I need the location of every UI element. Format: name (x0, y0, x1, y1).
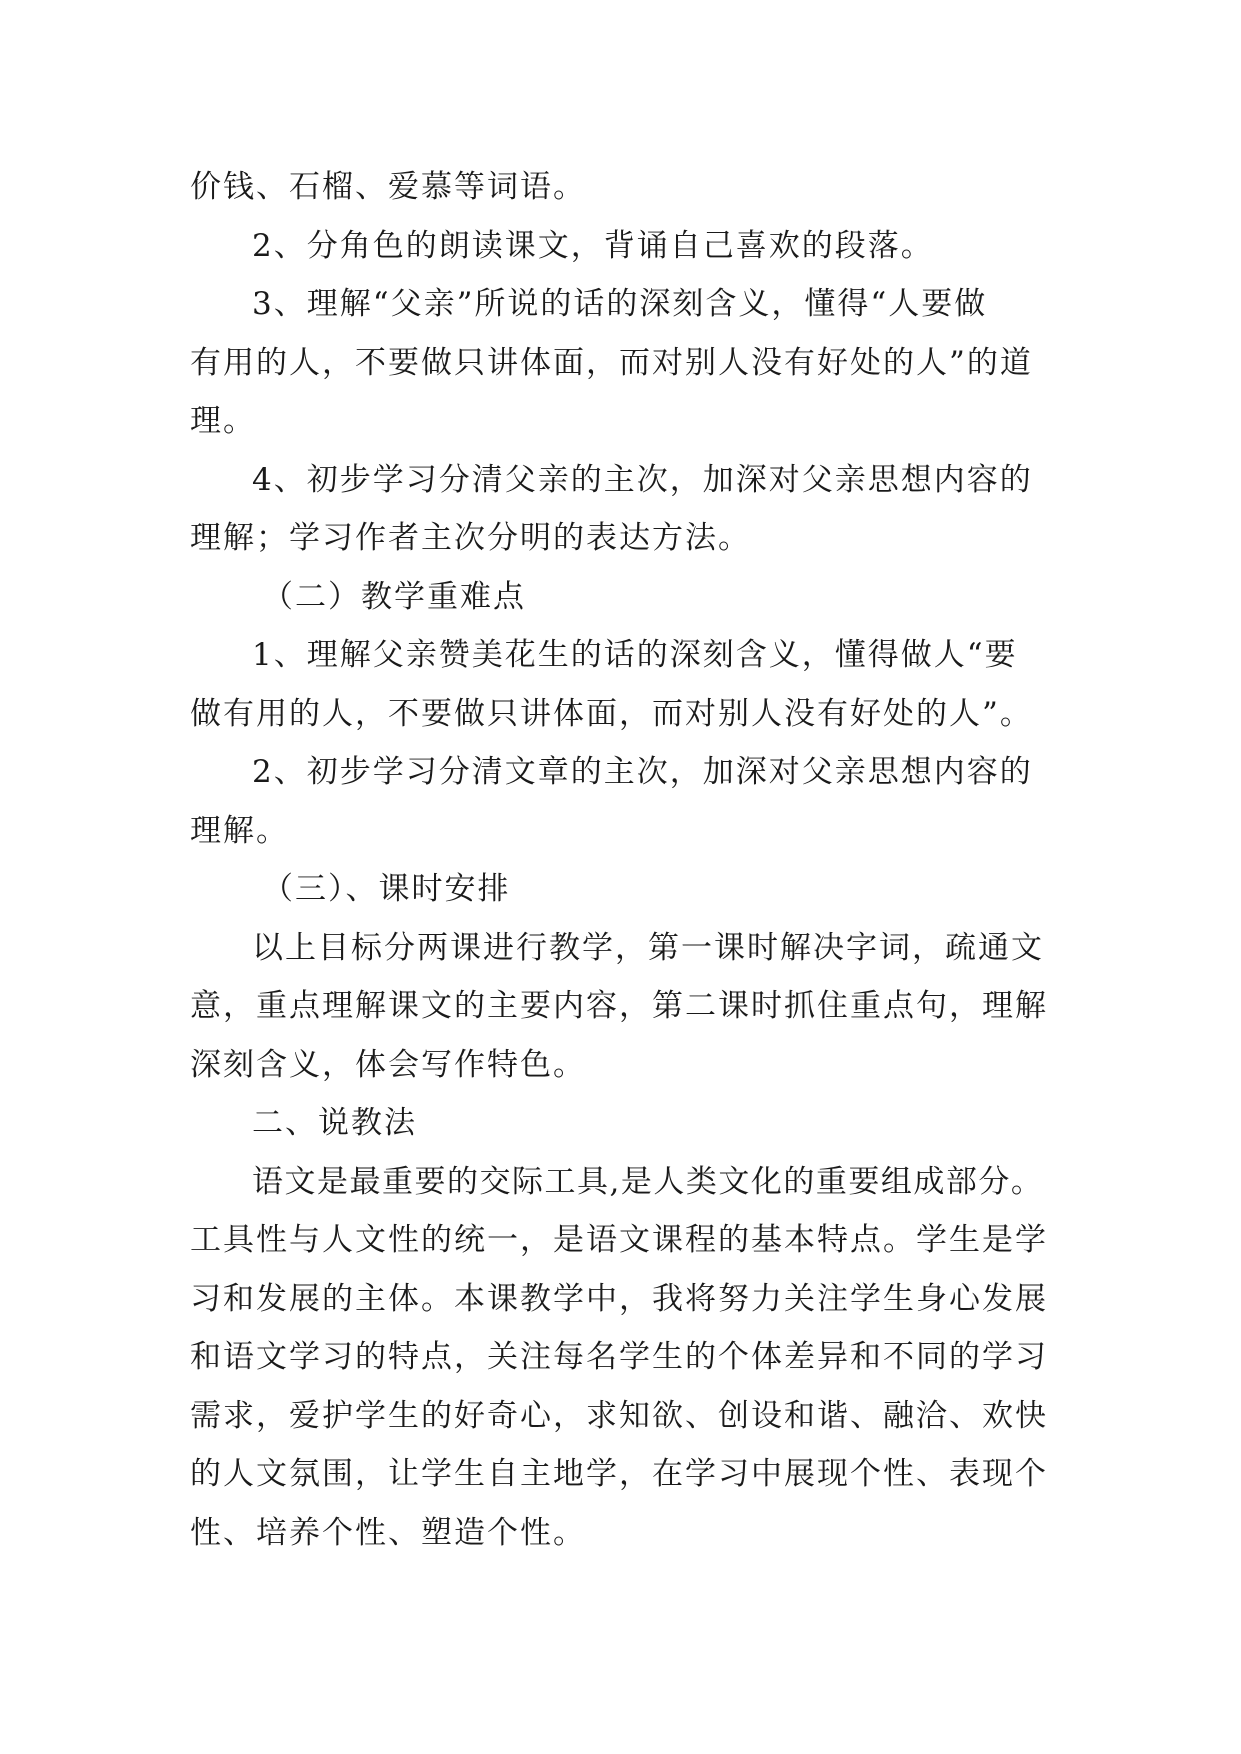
text-line: （二）教学重难点 (262, 578, 526, 615)
text-line: 2、分角色的朗读课文，背诵自己喜欢的段落。 (252, 227, 934, 264)
text-line: 理解；学习作者主次分明的表达方法。 (190, 520, 751, 556)
text-line: 和语文学习的特点，关注每名学生的个体差异和不同的学习 (190, 1339, 1048, 1375)
text-line: 有用的人，不要做只讲体面，而对别人没有好处的人”的道 (190, 344, 1033, 381)
text-line: 需求，爱护学生的好奇心，求知欲、创设和谐、融洽、欢快 (190, 1397, 1048, 1434)
text-line: 习和发展的主体。本课教学中，我将努力关注学生身心发展 (190, 1280, 1048, 1317)
text-line: （三）、课时安排 (262, 871, 511, 907)
text-line: 价钱、石榴、爱慕等词语。 (190, 169, 586, 205)
text-line: 4、初步学习分清父亲的主次，加深对父亲思想内容的 (252, 461, 1033, 498)
text-line: 1、理解父亲赞美花生的话的深刻含义，懂得做人“要 (252, 637, 1018, 673)
text-line: 二、说教法 (252, 1105, 417, 1141)
text-line: 理解。 (190, 812, 289, 849)
text-line: 理。 (190, 403, 256, 439)
text-line: 的人文氛围，让学生自主地学，在学习中展现个性、表现个 (190, 1456, 1048, 1492)
text-line: 3、理解“父亲”所说的话的深刻含义，懂得“人要做 (252, 286, 988, 322)
text-line: 性、培养个性、塑造个性。 (190, 1514, 586, 1551)
document-page (190, 158, 1050, 1562)
text-line: 意，重点理解课文的主要内容，第二课时抓住重点句，理解 (190, 988, 1048, 1024)
document-body (190, 158, 1050, 1562)
text-line: 工具性与人文性的统一，是语文课程的基本特点。学生是学 (190, 1222, 1048, 1258)
text-line: 深刻含义，体会写作特色。 (190, 1046, 586, 1083)
text-line: 语文是最重要的交际工具,是人类文化的重要组成部分。 (252, 1163, 1044, 1200)
text-line: 2、初步学习分清文章的主次，加深对父亲思想内容的 (252, 754, 1033, 790)
text-line: 做有用的人，不要做只讲体面，而对别人没有好处的人”。 (190, 695, 1033, 732)
text-line: 以上目标分两课进行教学，第一课时解决字词，疏通文 (252, 929, 1044, 966)
